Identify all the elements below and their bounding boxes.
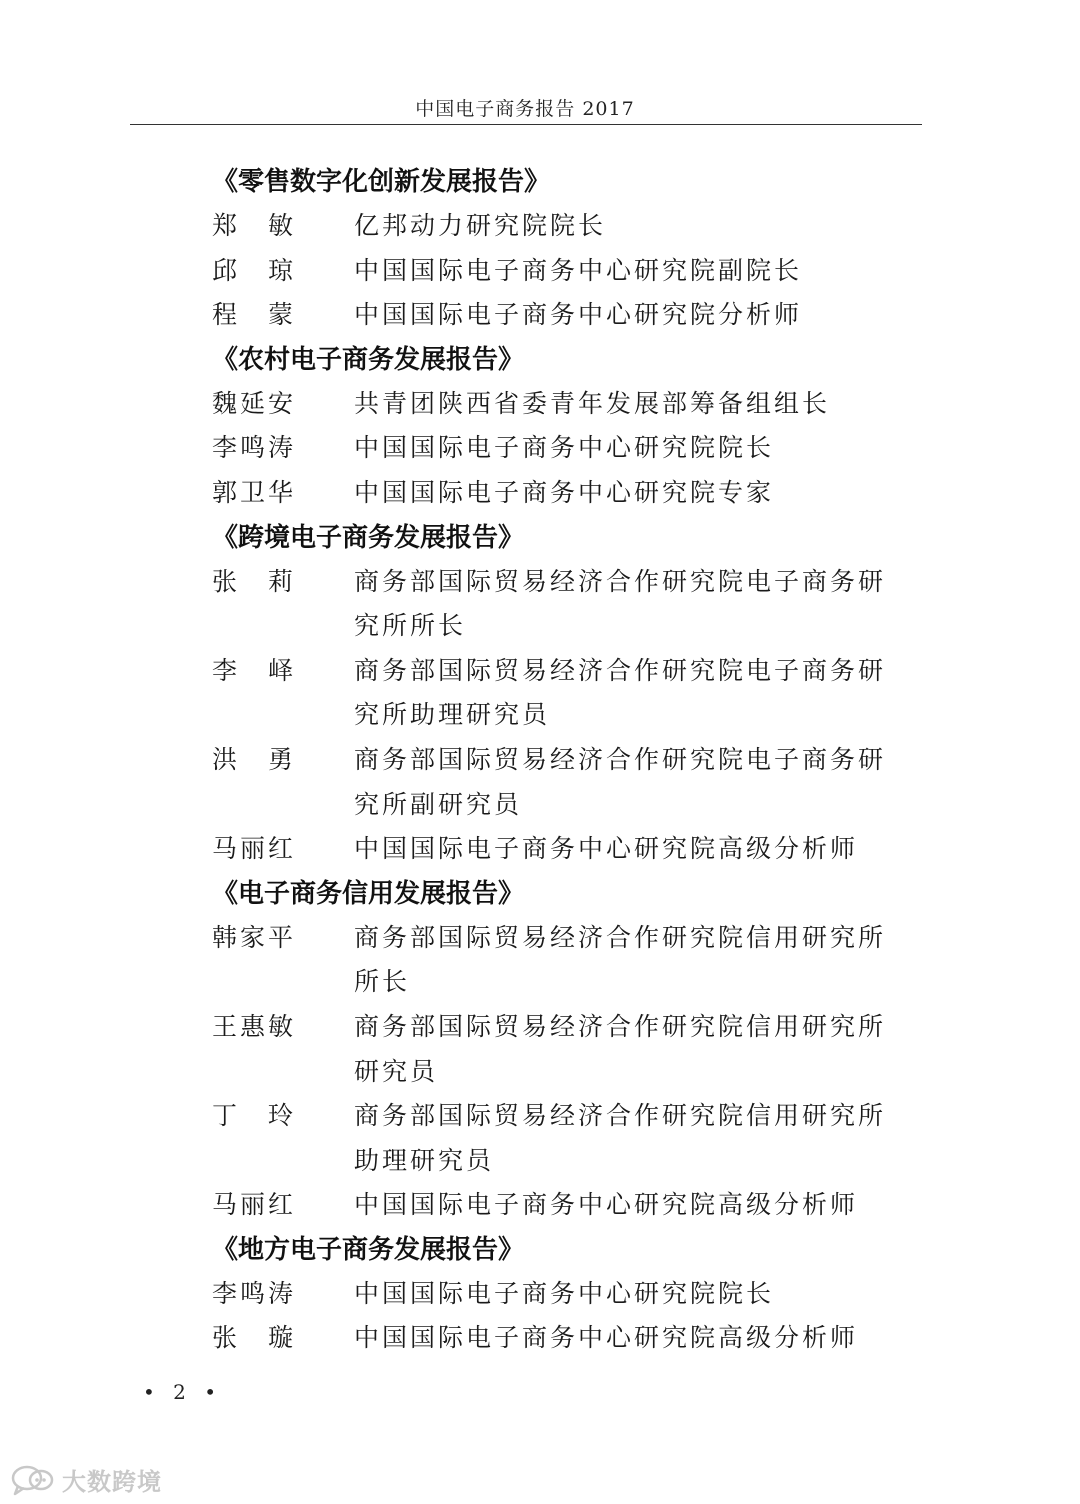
- contributor-role: 中国国际电子商务中心研究院副院长: [354, 255, 803, 285]
- contributor-entry: [212, 471, 912, 516]
- contributor-role: 中国国际电子商务中心研究院高级分析师: [354, 834, 859, 864]
- contributor-name: 马丽红: [212, 1190, 297, 1220]
- contributor-name: 马丽红: [212, 834, 297, 864]
- watermark: [10, 1462, 162, 1497]
- contributor-name: 洪 勇: [212, 744, 297, 774]
- contributor-name: 张 璇: [212, 1323, 297, 1353]
- contributor-role: 商务部国际贸易经济合作研究院信用研究所研究员: [354, 1011, 887, 1086]
- contributor-name: 李鸣涛: [212, 433, 297, 463]
- contributor-name: 郑 敏: [212, 211, 297, 240]
- contributor-name: 程 蒙: [212, 300, 297, 330]
- chat-bubble-logo-icon: [10, 1463, 56, 1497]
- contributor-role: 商务部国际贸易经济合作研究院信用研究所助理研究员: [354, 1101, 887, 1175]
- contributor-name: 李鸣涛: [212, 1278, 297, 1308]
- contributor-role: 共青团陕西省委青年发展部筹备组组长: [354, 388, 831, 418]
- report-section: [212, 516, 912, 872]
- contributor-role: 中国国际电子商务中心研究院院长: [354, 1278, 775, 1308]
- contributor-entry: [212, 426, 912, 471]
- contributor-role: 中国国际电子商务中心研究院高级分析师: [354, 1323, 859, 1353]
- contributor-entry: [212, 382, 912, 427]
- section-title: 《电子商务信用发展报告》: [212, 878, 525, 909]
- contributor-entry: [212, 560, 912, 649]
- section-title: 《农村电子商务发展报告》: [212, 344, 525, 375]
- contributor-role: 商务部国际贸易经济合作研究院电子商务研究所所长: [354, 566, 887, 641]
- contributor-role: 中国国际电子商务中心研究院高级分析师: [354, 1190, 859, 1220]
- report-section: [212, 872, 912, 1228]
- contributor-role: 亿邦动力研究院院长: [354, 211, 607, 240]
- watermark-text: 大数跨境: [62, 1468, 162, 1496]
- contributor-entry: [212, 1094, 912, 1183]
- contributor-entry: [212, 204, 912, 249]
- contributor-role: 中国国际电子商务中心研究院院长: [354, 433, 775, 463]
- contributor-name: 张 莉: [212, 566, 297, 596]
- running-header: 中国电子商务报告 2017: [415, 98, 635, 120]
- contributor-role: 中国国际电子商务中心研究院专家: [354, 477, 775, 507]
- contributor-entry: [212, 1005, 912, 1094]
- contributor-entry: [212, 738, 912, 827]
- contributor-entry: [212, 827, 912, 872]
- contributor-entry: [212, 1272, 912, 1317]
- contributor-name: 王惠敏: [212, 1011, 297, 1041]
- report-section: [212, 1228, 912, 1361]
- section-title: 《地方电子商务发展报告》: [212, 1234, 525, 1265]
- contributor-role: 商务部国际贸易经济合作研究院电子商务研究所助理研究员: [354, 655, 887, 730]
- contributor-name: 李 峄: [212, 655, 297, 685]
- contributor-list: [212, 160, 912, 1361]
- page-number: • 2 •: [143, 1380, 223, 1404]
- contributor-entry: [212, 249, 912, 294]
- contributor-entry: [212, 1316, 912, 1361]
- contributor-name: 韩家平: [212, 922, 297, 952]
- contributor-entry: [212, 916, 912, 1005]
- report-section: [212, 160, 912, 338]
- section-title: 《跨境电子商务发展报告》: [212, 522, 525, 553]
- contributor-entry: [212, 649, 912, 738]
- contributor-entry: [212, 293, 912, 338]
- contributor-name: 邱 琼: [212, 255, 297, 285]
- contributor-role: 商务部国际贸易经济合作研究院信用研究所所长: [354, 922, 887, 997]
- contributor-name: 魏延安: [212, 388, 297, 418]
- section-title: 《零售数字化创新发展报告》: [212, 167, 551, 197]
- contributor-role: 商务部国际贸易经济合作研究院电子商务研究所副研究员: [354, 744, 887, 819]
- contributor-entry: [212, 1183, 912, 1228]
- contributor-name: 郭卫华: [212, 477, 297, 507]
- contributor-role: 中国国际电子商务中心研究院分析师: [354, 300, 803, 330]
- header-rule: [130, 124, 922, 125]
- report-section: [212, 338, 912, 516]
- contributor-name: 丁 玲: [212, 1101, 297, 1131]
